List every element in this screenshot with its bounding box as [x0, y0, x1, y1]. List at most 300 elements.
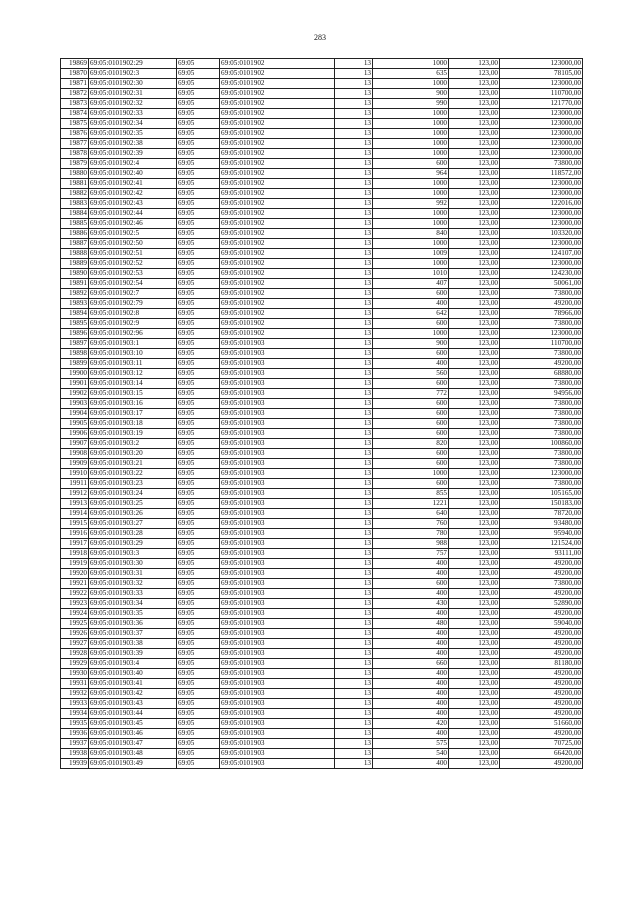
district-code-cell: 69:05 — [177, 179, 220, 189]
row-number-cell: 19871 — [61, 79, 89, 89]
area-cell: 900 — [373, 339, 449, 349]
area-cell: 600 — [373, 159, 449, 169]
cadastral-value-cell: 49200,00 — [500, 669, 583, 679]
cadastral-value-cell: 73800,00 — [500, 579, 583, 589]
row-number-cell: 19886 — [61, 229, 89, 239]
specific-value-cell: 123,00 — [449, 249, 500, 259]
cadastral-number-cell: 69:05:0101902:3 — [89, 69, 177, 79]
cadastral-number-cell: 69:05:0101903:28 — [89, 529, 177, 539]
specific-value-cell: 123,00 — [449, 89, 500, 99]
cadastral-value-cell: 150183,00 — [500, 499, 583, 509]
zone-number-cell: 13 — [335, 709, 373, 719]
row-number-cell: 19876 — [61, 129, 89, 139]
cadastral-number-cell: 69:05:0101903:38 — [89, 639, 177, 649]
cadastral-value-cell: 123000,00 — [500, 129, 583, 139]
district-code-cell: 69:05 — [177, 399, 220, 409]
table-row — [61, 659, 583, 669]
area-cell: 855 — [373, 489, 449, 499]
zone-number-cell: 13 — [335, 539, 373, 549]
table-row — [61, 689, 583, 699]
specific-value-cell: 123,00 — [449, 589, 500, 599]
table-row — [61, 249, 583, 259]
row-number-cell: 19938 — [61, 749, 89, 759]
area-cell: 1000 — [373, 119, 449, 129]
row-number-cell: 19934 — [61, 709, 89, 719]
cadastral-value-cell: 78105,00 — [500, 69, 583, 79]
quarter-number-cell: 69:05:0101903 — [220, 719, 335, 729]
cadastral-number-cell: 69:05:0101902:42 — [89, 189, 177, 199]
row-number-cell: 19923 — [61, 599, 89, 609]
cadastral-number-cell: 69:05:0101902:46 — [89, 219, 177, 229]
area-cell: 1000 — [373, 209, 449, 219]
area-cell: 1000 — [373, 59, 449, 69]
row-number-cell: 19912 — [61, 489, 89, 499]
cadastral-value-cell: 73800,00 — [500, 419, 583, 429]
area-cell: 600 — [373, 319, 449, 329]
cadastral-number-cell: 69:05:0101903:25 — [89, 499, 177, 509]
row-number-cell: 19935 — [61, 719, 89, 729]
quarter-number-cell: 69:05:0101903 — [220, 609, 335, 619]
row-number-cell: 19913 — [61, 499, 89, 509]
zone-number-cell: 13 — [335, 339, 373, 349]
area-cell: 575 — [373, 739, 449, 749]
quarter-number-cell: 69:05:0101903 — [220, 479, 335, 489]
row-number-cell: 19903 — [61, 399, 89, 409]
district-code-cell: 69:05 — [177, 359, 220, 369]
cadastral-number-cell: 69:05:0101902:35 — [89, 129, 177, 139]
cadastral-number-cell: 69:05:0101902:32 — [89, 99, 177, 109]
zone-number-cell: 13 — [335, 149, 373, 159]
cadastral-value-cell: 59040,00 — [500, 619, 583, 629]
table-row — [61, 399, 583, 409]
cadastral-number-cell: 69:05:0101903:40 — [89, 669, 177, 679]
quarter-number-cell: 69:05:0101903 — [220, 639, 335, 649]
cadastral-number-cell: 69:05:0101902:31 — [89, 89, 177, 99]
area-cell: 600 — [373, 399, 449, 409]
cadastral-value-cell: 73800,00 — [500, 409, 583, 419]
district-code-cell: 69:05 — [177, 119, 220, 129]
cadastral-number-cell: 69:05:0101902:8 — [89, 309, 177, 319]
cadastral-value-cell: 123000,00 — [500, 59, 583, 69]
specific-value-cell: 123,00 — [449, 669, 500, 679]
district-code-cell: 69:05 — [177, 669, 220, 679]
zone-number-cell: 13 — [335, 409, 373, 419]
table-row — [61, 359, 583, 369]
row-number-cell: 19936 — [61, 729, 89, 739]
specific-value-cell: 123,00 — [449, 719, 500, 729]
cadastral-number-cell: 69:05:0101903:44 — [89, 709, 177, 719]
row-number-cell: 19916 — [61, 529, 89, 539]
cadastral-value-cell: 122016,00 — [500, 199, 583, 209]
cadastral-value-cell: 124230,00 — [500, 269, 583, 279]
zone-number-cell: 13 — [335, 179, 373, 189]
cadastral-number-cell: 69:05:0101903:23 — [89, 479, 177, 489]
cadastral-number-cell: 69:05:0101903:30 — [89, 559, 177, 569]
district-code-cell: 69:05 — [177, 59, 220, 69]
zone-number-cell: 13 — [335, 699, 373, 709]
row-number-cell: 19907 — [61, 439, 89, 449]
specific-value-cell: 123,00 — [449, 399, 500, 409]
cadastral-number-cell: 69:05:0101903:10 — [89, 349, 177, 359]
table-row — [61, 229, 583, 239]
row-number-cell: 19915 — [61, 519, 89, 529]
cadastral-number-cell: 69:05:0101903:36 — [89, 619, 177, 629]
cadastral-number-cell: 69:05:0101902:53 — [89, 269, 177, 279]
quarter-number-cell: 69:05:0101903 — [220, 699, 335, 709]
quarter-number-cell: 69:05:0101903 — [220, 669, 335, 679]
quarter-number-cell: 69:05:0101903 — [220, 419, 335, 429]
row-number-cell: 19933 — [61, 699, 89, 709]
district-code-cell: 69:05 — [177, 389, 220, 399]
specific-value-cell: 123,00 — [449, 539, 500, 549]
district-code-cell: 69:05 — [177, 259, 220, 269]
cadastral-value-cell: 49200,00 — [500, 569, 583, 579]
district-code-cell: 69:05 — [177, 539, 220, 549]
cadastral-number-cell: 69:05:0101903:24 — [89, 489, 177, 499]
specific-value-cell: 123,00 — [449, 119, 500, 129]
cadastral-value-cell: 123000,00 — [500, 119, 583, 129]
table-row — [61, 489, 583, 499]
cadastral-number-cell: 69:05:0101902:29 — [89, 59, 177, 69]
area-cell: 760 — [373, 519, 449, 529]
zone-number-cell: 13 — [335, 79, 373, 89]
cadastral-number-cell: 69:05:0101903:47 — [89, 739, 177, 749]
quarter-number-cell: 69:05:0101902 — [220, 219, 335, 229]
zone-number-cell: 13 — [335, 509, 373, 519]
specific-value-cell: 123,00 — [449, 129, 500, 139]
district-code-cell: 69:05 — [177, 459, 220, 469]
cadastral-value-cell: 73800,00 — [500, 399, 583, 409]
row-number-cell: 19914 — [61, 509, 89, 519]
table-row — [61, 369, 583, 379]
row-number-cell: 19939 — [61, 759, 89, 769]
quarter-number-cell: 69:05:0101902 — [220, 209, 335, 219]
district-code-cell: 69:05 — [177, 289, 220, 299]
specific-value-cell: 123,00 — [449, 299, 500, 309]
area-cell: 1000 — [373, 129, 449, 139]
table-row — [61, 719, 583, 729]
cadastral-value-cell: 124107,00 — [500, 249, 583, 259]
row-number-cell: 19895 — [61, 319, 89, 329]
row-number-cell: 19927 — [61, 639, 89, 649]
specific-value-cell: 123,00 — [449, 199, 500, 209]
area-cell: 820 — [373, 439, 449, 449]
quarter-number-cell: 69:05:0101903 — [220, 659, 335, 669]
row-number-cell: 19885 — [61, 219, 89, 229]
district-code-cell: 69:05 — [177, 419, 220, 429]
cadastral-number-cell: 69:05:0101902:9 — [89, 319, 177, 329]
quarter-number-cell: 69:05:0101902 — [220, 319, 335, 329]
district-code-cell: 69:05 — [177, 409, 220, 419]
table-row — [61, 729, 583, 739]
table-row — [61, 639, 583, 649]
area-cell: 600 — [373, 479, 449, 489]
row-number-cell: 19905 — [61, 419, 89, 429]
row-number-cell: 19890 — [61, 269, 89, 279]
cadastral-number-cell: 69:05:0101903:2 — [89, 439, 177, 449]
district-code-cell: 69:05 — [177, 149, 220, 159]
quarter-number-cell: 69:05:0101903 — [220, 359, 335, 369]
cadastral-number-cell: 69:05:0101903:17 — [89, 409, 177, 419]
quarter-number-cell: 69:05:0101902 — [220, 189, 335, 199]
cadastral-number-cell: 69:05:0101903:20 — [89, 449, 177, 459]
district-code-cell: 69:05 — [177, 279, 220, 289]
quarter-number-cell: 69:05:0101902 — [220, 149, 335, 159]
quarter-number-cell: 69:05:0101902 — [220, 129, 335, 139]
cadastral-value-cell: 78966,00 — [500, 309, 583, 319]
area-cell: 400 — [373, 759, 449, 769]
area-cell: 600 — [373, 409, 449, 419]
table-row — [61, 469, 583, 479]
specific-value-cell: 123,00 — [449, 599, 500, 609]
specific-value-cell: 123,00 — [449, 469, 500, 479]
specific-value-cell: 123,00 — [449, 209, 500, 219]
area-cell: 900 — [373, 89, 449, 99]
row-number-cell: 19906 — [61, 429, 89, 439]
cadastral-number-cell: 69:05:0101903:35 — [89, 609, 177, 619]
quarter-number-cell: 69:05:0101903 — [220, 579, 335, 589]
cadastral-value-cell: 123000,00 — [500, 469, 583, 479]
row-number-cell: 19894 — [61, 309, 89, 319]
area-cell: 600 — [373, 419, 449, 429]
specific-value-cell: 123,00 — [449, 529, 500, 539]
cadastral-value-cell: 73800,00 — [500, 459, 583, 469]
row-number-cell: 19909 — [61, 459, 89, 469]
zone-number-cell: 13 — [335, 249, 373, 259]
zone-number-cell: 13 — [335, 309, 373, 319]
quarter-number-cell: 69:05:0101902 — [220, 239, 335, 249]
row-number-cell: 19932 — [61, 689, 89, 699]
cadastral-number-cell: 69:05:0101903:39 — [89, 649, 177, 659]
area-cell: 400 — [373, 639, 449, 649]
specific-value-cell: 123,00 — [449, 439, 500, 449]
table-row — [61, 179, 583, 189]
district-code-cell: 69:05 — [177, 609, 220, 619]
row-number-cell: 19919 — [61, 559, 89, 569]
quarter-number-cell: 69:05:0101902 — [220, 329, 335, 339]
area-cell: 840 — [373, 229, 449, 239]
table-row — [61, 699, 583, 709]
specific-value-cell: 123,00 — [449, 179, 500, 189]
cadastral-number-cell: 69:05:0101903:49 — [89, 759, 177, 769]
district-code-cell: 69:05 — [177, 629, 220, 639]
cadastral-number-cell: 69:05:0101902:34 — [89, 119, 177, 129]
quarter-number-cell: 69:05:0101902 — [220, 309, 335, 319]
quarter-number-cell: 69:05:0101903 — [220, 749, 335, 759]
zone-number-cell: 13 — [335, 559, 373, 569]
table-row — [61, 549, 583, 559]
area-cell: 964 — [373, 169, 449, 179]
zone-number-cell: 13 — [335, 379, 373, 389]
district-code-cell: 69:05 — [177, 89, 220, 99]
area-cell: 1000 — [373, 149, 449, 159]
cadastral-value-cell: 105165,00 — [500, 489, 583, 499]
zone-number-cell: 13 — [335, 589, 373, 599]
district-code-cell: 69:05 — [177, 499, 220, 509]
district-code-cell: 69:05 — [177, 679, 220, 689]
cadastral-value-cell: 73800,00 — [500, 349, 583, 359]
zone-number-cell: 13 — [335, 749, 373, 759]
row-number-cell: 19870 — [61, 69, 89, 79]
cadastral-value-cell: 110700,00 — [500, 339, 583, 349]
cadastral-value-cell: 123000,00 — [500, 239, 583, 249]
area-cell: 407 — [373, 279, 449, 289]
row-number-cell: 19889 — [61, 259, 89, 269]
specific-value-cell: 123,00 — [449, 639, 500, 649]
quarter-number-cell: 69:05:0101903 — [220, 559, 335, 569]
row-number-cell: 19902 — [61, 389, 89, 399]
zone-number-cell: 13 — [335, 269, 373, 279]
quarter-number-cell: 69:05:0101903 — [220, 369, 335, 379]
quarter-number-cell: 69:05:0101902 — [220, 199, 335, 209]
cadastral-value-cell: 123000,00 — [500, 209, 583, 219]
district-code-cell: 69:05 — [177, 209, 220, 219]
cadastral-number-cell: 69:05:0101902:43 — [89, 199, 177, 209]
table-row — [61, 299, 583, 309]
row-number-cell: 19869 — [61, 59, 89, 69]
district-code-cell: 69:05 — [177, 319, 220, 329]
row-number-cell: 19898 — [61, 349, 89, 359]
quarter-number-cell: 69:05:0101902 — [220, 59, 335, 69]
cadastral-number-cell: 69:05:0101902:5 — [89, 229, 177, 239]
quarter-number-cell: 69:05:0101903 — [220, 619, 335, 629]
table-row — [61, 539, 583, 549]
cadastral-number-cell: 69:05:0101903:3 — [89, 549, 177, 559]
table-row — [61, 459, 583, 469]
area-cell: 400 — [373, 679, 449, 689]
specific-value-cell: 123,00 — [449, 369, 500, 379]
cadastral-number-cell: 69:05:0101903:42 — [89, 689, 177, 699]
zone-number-cell: 13 — [335, 479, 373, 489]
quarter-number-cell: 69:05:0101903 — [220, 399, 335, 409]
zone-number-cell: 13 — [335, 689, 373, 699]
district-code-cell: 69:05 — [177, 589, 220, 599]
specific-value-cell: 123,00 — [449, 259, 500, 269]
row-number-cell: 19899 — [61, 359, 89, 369]
specific-value-cell: 123,00 — [449, 579, 500, 589]
row-number-cell: 19872 — [61, 89, 89, 99]
quarter-number-cell: 69:05:0101903 — [220, 649, 335, 659]
specific-value-cell: 123,00 — [449, 59, 500, 69]
quarter-number-cell: 69:05:0101903 — [220, 519, 335, 529]
zone-number-cell: 13 — [335, 649, 373, 659]
cadastral-number-cell: 69:05:0101903:14 — [89, 379, 177, 389]
zone-number-cell: 13 — [335, 319, 373, 329]
specific-value-cell: 123,00 — [449, 219, 500, 229]
district-code-cell: 69:05 — [177, 219, 220, 229]
cadastral-value-cell: 49200,00 — [500, 729, 583, 739]
cadastral-number-cell: 69:05:0101903:12 — [89, 369, 177, 379]
district-code-cell: 69:05 — [177, 759, 220, 769]
specific-value-cell: 123,00 — [449, 759, 500, 769]
row-number-cell: 19888 — [61, 249, 89, 259]
zone-number-cell: 13 — [335, 449, 373, 459]
zone-number-cell: 13 — [335, 549, 373, 559]
zone-number-cell: 13 — [335, 569, 373, 579]
cadastral-value-cell: 121770,00 — [500, 99, 583, 109]
specific-value-cell: 123,00 — [449, 449, 500, 459]
area-cell: 1009 — [373, 249, 449, 259]
row-number-cell: 19878 — [61, 149, 89, 159]
row-number-cell: 19928 — [61, 649, 89, 659]
district-code-cell: 69:05 — [177, 579, 220, 589]
table-row — [61, 79, 583, 89]
district-code-cell: 69:05 — [177, 619, 220, 629]
district-code-cell: 69:05 — [177, 189, 220, 199]
cadastral-value-cell: 121524,00 — [500, 539, 583, 549]
cadastral-number-cell: 69:05:0101903:19 — [89, 429, 177, 439]
zone-number-cell: 13 — [335, 659, 373, 669]
row-number-cell: 19893 — [61, 299, 89, 309]
quarter-number-cell: 69:05:0101902 — [220, 249, 335, 259]
table-row — [61, 589, 583, 599]
zone-number-cell: 13 — [335, 159, 373, 169]
cadastral-value-cell: 123000,00 — [500, 189, 583, 199]
quarter-number-cell: 69:05:0101902 — [220, 289, 335, 299]
specific-value-cell: 123,00 — [449, 239, 500, 249]
specific-value-cell: 123,00 — [449, 629, 500, 639]
row-number-cell: 19877 — [61, 139, 89, 149]
cadastral-value-cell: 49200,00 — [500, 679, 583, 689]
row-number-cell: 19908 — [61, 449, 89, 459]
cadastral-value-cell: 49200,00 — [500, 299, 583, 309]
zone-number-cell: 13 — [335, 199, 373, 209]
cadastral-value-cell: 81180,00 — [500, 659, 583, 669]
row-number-cell: 19904 — [61, 409, 89, 419]
row-number-cell: 19937 — [61, 739, 89, 749]
area-cell: 400 — [373, 589, 449, 599]
row-number-cell: 19910 — [61, 469, 89, 479]
zone-number-cell: 13 — [335, 679, 373, 689]
zone-number-cell: 13 — [335, 729, 373, 739]
table-row — [61, 669, 583, 679]
quarter-number-cell: 69:05:0101903 — [220, 339, 335, 349]
district-code-cell: 69:05 — [177, 469, 220, 479]
cadastral-number-cell: 69:05:0101902:38 — [89, 139, 177, 149]
specific-value-cell: 123,00 — [449, 229, 500, 239]
cadastral-number-cell: 69:05:0101903:16 — [89, 399, 177, 409]
area-cell: 600 — [373, 349, 449, 359]
table-row — [61, 559, 583, 569]
cadastral-value-cell: 49200,00 — [500, 759, 583, 769]
specific-value-cell: 123,00 — [449, 459, 500, 469]
table-row — [61, 309, 583, 319]
quarter-number-cell: 69:05:0101902 — [220, 89, 335, 99]
cadastral-value-cell: 49200,00 — [500, 629, 583, 639]
zone-number-cell: 13 — [335, 639, 373, 649]
cadastral-value-cell: 49200,00 — [500, 359, 583, 369]
zone-number-cell: 13 — [335, 69, 373, 79]
district-code-cell: 69:05 — [177, 529, 220, 539]
cadastral-number-cell: 69:05:0101902:96 — [89, 329, 177, 339]
quarter-number-cell: 69:05:0101902 — [220, 119, 335, 129]
table-row — [61, 759, 583, 769]
district-code-cell: 69:05 — [177, 489, 220, 499]
zone-number-cell: 13 — [335, 529, 373, 539]
cadastral-number-cell: 69:05:0101902:54 — [89, 279, 177, 289]
district-code-cell: 69:05 — [177, 639, 220, 649]
row-number-cell: 19929 — [61, 659, 89, 669]
area-cell: 990 — [373, 99, 449, 109]
specific-value-cell: 123,00 — [449, 169, 500, 179]
row-number-cell: 19918 — [61, 549, 89, 559]
specific-value-cell: 123,00 — [449, 679, 500, 689]
area-cell: 400 — [373, 569, 449, 579]
table-row — [61, 239, 583, 249]
area-cell: 780 — [373, 529, 449, 539]
zone-number-cell: 13 — [335, 219, 373, 229]
quarter-number-cell: 69:05:0101902 — [220, 269, 335, 279]
